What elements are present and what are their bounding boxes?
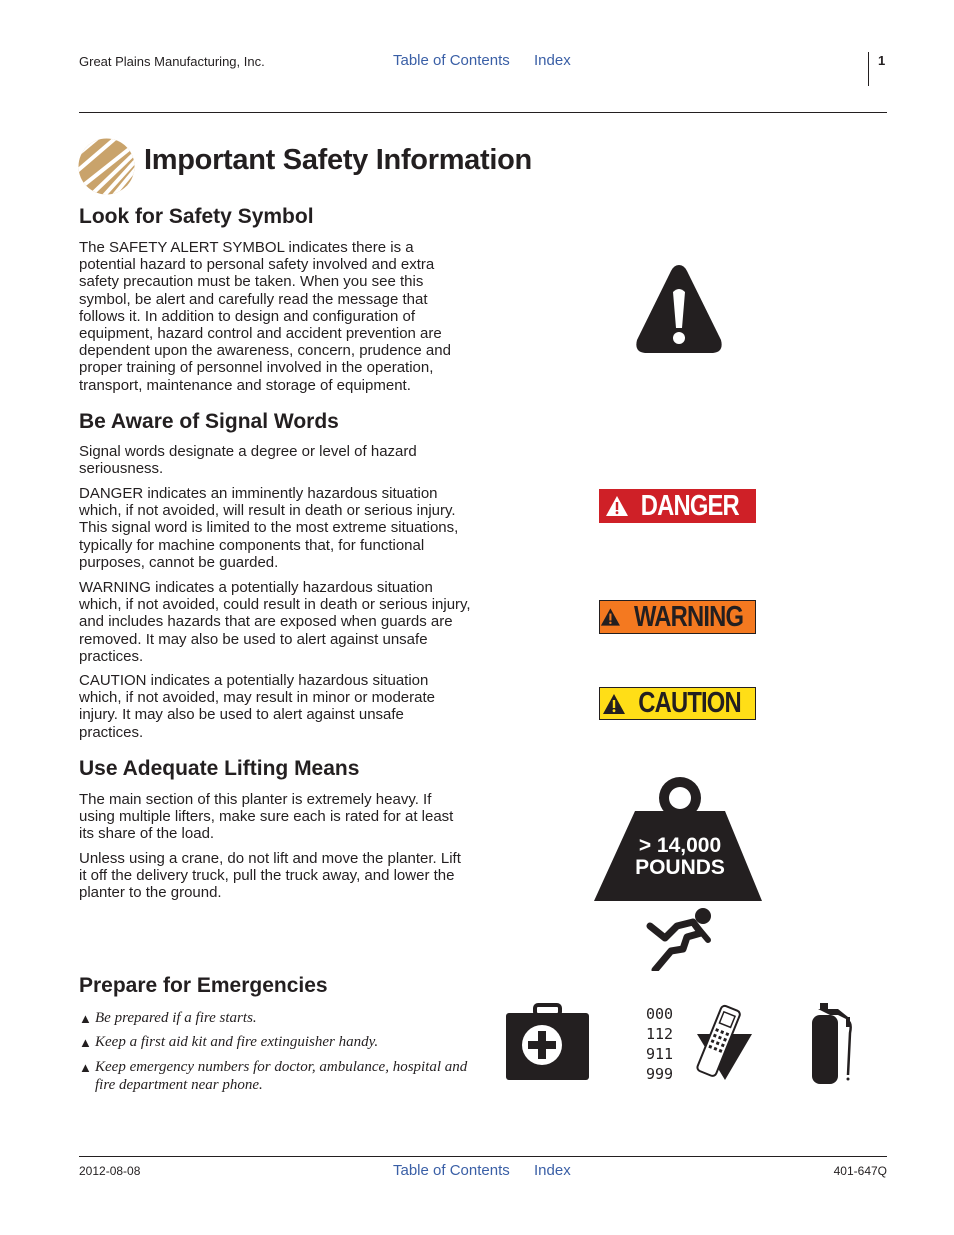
- signal-p4-caution: CAUTION indicates a potentially hazardous situation which, if not avoided, may result in minor or moderate injury. It may also be used to alert against unsafe practices.: [79, 672, 435, 741]
- header-toc-link[interactable]: Table of Contents: [393, 52, 510, 69]
- weight-line1: > 14,000: [638, 834, 722, 857]
- weight-line2: POUNDS: [635, 856, 725, 879]
- danger-sign: [599, 489, 756, 523]
- page-title: Important Safety Information: [144, 144, 532, 176]
- bullet-triangle-icon: ▲: [79, 1035, 92, 1050]
- lifting-p1: The main section of this planter is extremely heavy. If using multiple lifters, make sure each is rated for at least its share of the load.: [79, 791, 454, 843]
- warning-sign: [599, 600, 756, 634]
- header-rule: [79, 112, 887, 113]
- look-body: The SAFETY ALERT SYMBOL indicates there is a potential hazard to personal safety involved and extra safety precaution must be taken. When you see this symbol, be alert and carefully read the message that follows it. In addition to design and configuration of equipment, hazard control and accident prevention are dependent upon the awareness, concern, prudence and proper training of personnel involved in the operation, transport, maintenance and storage of equipment.: [79, 239, 451, 394]
- caution-sign: [599, 687, 756, 720]
- signal-p3-warning: WARNING indicates a potentially hazardous situation which, if not avoided, could result in death or serious injury, and includes hazards that are exposed when guards are removed. It may also be used to alert against unsafe practices.: [79, 579, 471, 665]
- phone-number-000: 000: [646, 1005, 674, 1023]
- first-aid-kit-icon: [505, 1003, 590, 1081]
- page-number: 1: [878, 53, 886, 68]
- header-divider: [868, 52, 869, 86]
- caution-alert-icon: [602, 693, 626, 715]
- weight-icon: [593, 771, 763, 902]
- emergency-bullet-1: ▲ Be prepared if a fire starts.: [79, 1010, 257, 1026]
- falling-person-icon: [645, 905, 715, 971]
- bullet-triangle-icon: ▲: [79, 1011, 92, 1026]
- heading-signal-words: Be Aware of Signal Words: [79, 410, 339, 433]
- caution-label: CAUTION: [638, 687, 742, 719]
- heading-emergencies: Prepare for Emergencies: [79, 974, 328, 997]
- safety-alert-icon: [634, 262, 724, 356]
- emergency-numbers: [646, 1004, 673, 1084]
- warning-alert-icon: [600, 606, 621, 628]
- signal-p2-danger: DANGER indicates an imminently hazardous situation which, if not avoided, will result in death or serious injury. This signal word is limited to the most extreme situations, typically for machine components that, for functional purposes, cannot be guarded.: [79, 485, 459, 571]
- bullet-triangle-icon: ▲: [79, 1060, 92, 1075]
- heading-look-for-safety-symbol: Look for Safety Symbol: [79, 205, 314, 228]
- signal-p1: Signal words designate a degree or level of hazard seriousness.: [79, 443, 417, 478]
- fire-extinguisher-icon: [808, 1003, 853, 1085]
- danger-label: DANGER: [640, 489, 740, 522]
- warning-label: WARNING: [633, 600, 744, 633]
- logo-icon: [78, 138, 135, 195]
- footer-toc-link[interactable]: Table of Contents: [393, 1162, 510, 1179]
- phone-number-999: 999: [646, 1065, 674, 1083]
- company-name: Great Plains Manufacturing, Inc.: [79, 54, 265, 69]
- header-index-link[interactable]: Index: [534, 52, 571, 69]
- emergency-bullet-3: ▲ Keep emergency numbers for doctor, ambulance, hospital and fire department near phone.: [79, 1059, 468, 1093]
- phone-icon: [695, 1004, 753, 1082]
- phone-number-911: 911: [646, 1045, 674, 1063]
- lifting-p2: Unless using a crane, do not lift and move the planter. Lift it off the delivery truck, pull the truck away, and lower the planter to the ground.: [79, 850, 461, 902]
- danger-alert-icon: [605, 495, 629, 517]
- part-number: 401-647Q: [833, 1164, 887, 1178]
- phone-number-112: 112: [646, 1025, 674, 1043]
- emergency-bullet-2: ▲ Keep a first aid kit and fire extinguisher handy.: [79, 1034, 379, 1050]
- footer-date: 2012-08-08: [79, 1164, 141, 1178]
- footer-index-link[interactable]: Index: [534, 1162, 571, 1179]
- footer-rule: [79, 1156, 887, 1157]
- heading-lifting-means: Use Adequate Lifting Means: [79, 757, 360, 780]
